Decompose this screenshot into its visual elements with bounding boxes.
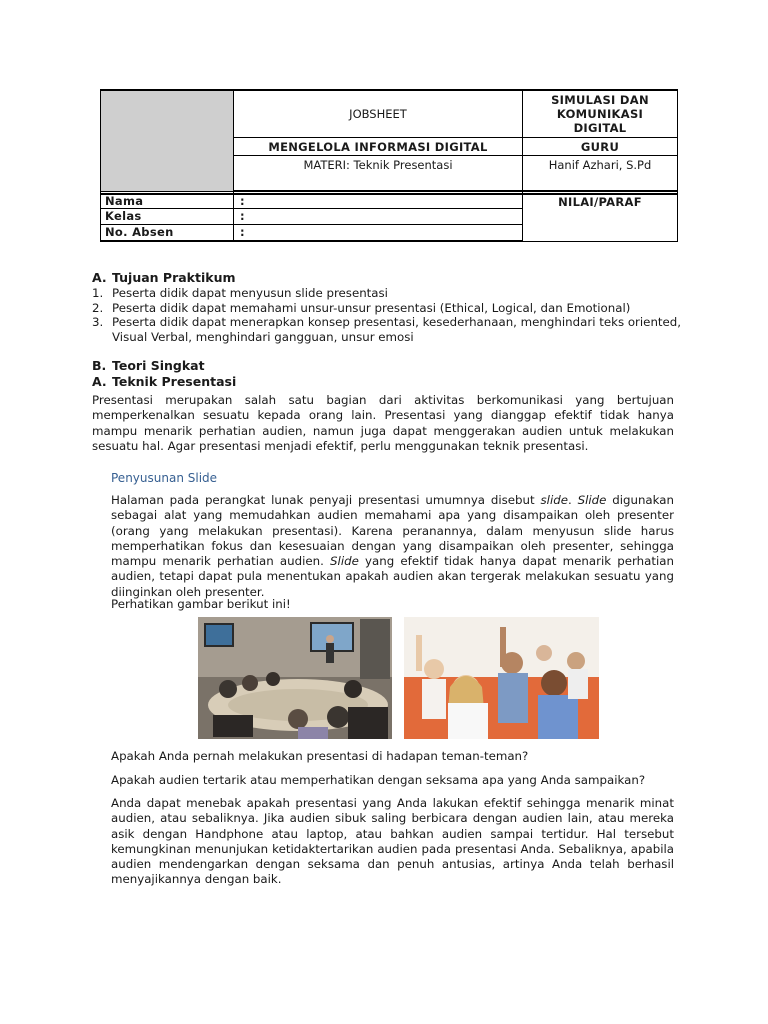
materi-label: MATERI: Teknik Presentasi xyxy=(303,158,453,172)
document-title: MENGELOLA INFORMASI DIGITAL xyxy=(268,139,488,154)
question-1: Apakah Anda pernah melakukan presentasi di hadapan teman-teman? xyxy=(111,749,529,763)
teacher-name: Hanif Azhari, S.Pd xyxy=(548,158,652,172)
kelas-label: Kelas xyxy=(105,209,142,223)
enthusiastic-audience-photo xyxy=(404,617,599,739)
jobsheet-header-table xyxy=(100,89,678,243)
intro-paragraph: Presentasi merupakan salah satu bagian dari aktivitas berkomunikasi yang bertujuan memperkenalkan sesuatu kepada orang lain. Presentasi yang dianggap efektif tidak hanya mampu menarik perhatian audien, namun juga dapat menggerakan audien untuk melakukan sesuatu hal. Agar presentasi menjadi efektif, perlu menggunakan teknik presentasi. xyxy=(92,393,674,453)
absen-label: No. Absen xyxy=(105,225,174,239)
subject-name: SIMULASI DAN KOMUNIKASI DIGITAL xyxy=(551,93,649,135)
section-a-heading: A. Tujuan Praktikum xyxy=(92,270,236,285)
question-2: Apakah audien tertarik atau memperhatikan dengan seksama apa yang Anda sampaikan? xyxy=(111,773,646,787)
objectives-list xyxy=(92,286,692,344)
nama-label: Nama xyxy=(105,194,144,208)
list-item: 1. Peserta didik dapat menyusun slide presentasi xyxy=(92,286,388,300)
nama-colon: : xyxy=(240,194,245,208)
perhatikan-text: Perhatikan gambar berikut ini! xyxy=(111,597,291,611)
kelas-colon: : xyxy=(240,209,245,223)
teknik-presentasi-heading: A. Teknik Presentasi xyxy=(92,374,237,389)
list-item: 2. Peserta didik dapat memahami unsur-unsur presentasi (Ethical, Logical, dan Emotional) xyxy=(92,300,631,315)
slide-paragraph: Halaman pada perangkat lunak penyaji presentasi umumnya disebut slide. Slide digunakan sebagai alat yang memudahkan audien memahami apa yang disampaikan oleh presenter (orang yang melakukan presentasi). Karena peranannya, dalam menyusun slide harus memperhatikan fokus dan kesesuaian dengan yang disampaikan oleh presenter, sehingga mampu menarik perhatian audien. Slide yang efektif tidak hanya dapat menarik perhatian audien, tetapi dapat pula menentukan apakah audien akan tergerak melakukan sesuatu yang diinginkan oleh presenter. xyxy=(111,493,674,599)
bored-audience-photo xyxy=(198,617,392,739)
penyusunan-slide-heading: Penyusunan Slide xyxy=(111,471,218,485)
jobsheet-label: JOBSHEET xyxy=(349,107,407,121)
list-item: 3. Peserta didik dapat menerapkan konsep presentasi, kesederhanaan, menghindari teks oriented, Visual Verbal, menghindari gangguan, unsur emosi xyxy=(92,315,682,344)
absen-colon: : xyxy=(240,225,245,239)
section-b-heading: B. Teori Singkat xyxy=(92,358,205,373)
nilai-paraf-label: NILAI/PARAF xyxy=(558,194,642,209)
logo-placeholder xyxy=(101,91,233,191)
guru-label: GURU xyxy=(580,139,620,154)
closing-paragraph: Anda dapat menebak apakah presentasi yang Anda lakukan efektif sehingga menarik minat audien, atau sebaliknya. Jika audien sibuk saling berbicara dengan audien lain, atau mereka asik dengan Handphone atau laptop, atau bahkan audien sampai tertidur. Hal tersebut kemungkinan menunjukan ketidaktertarikan audien pada presentasi Anda. Sebaliknya, apabila audien mendengarkan dengan seksama dan penuh antusias, artinya Anda telah berhasil menyajikannya dengan baik. xyxy=(111,796,674,887)
